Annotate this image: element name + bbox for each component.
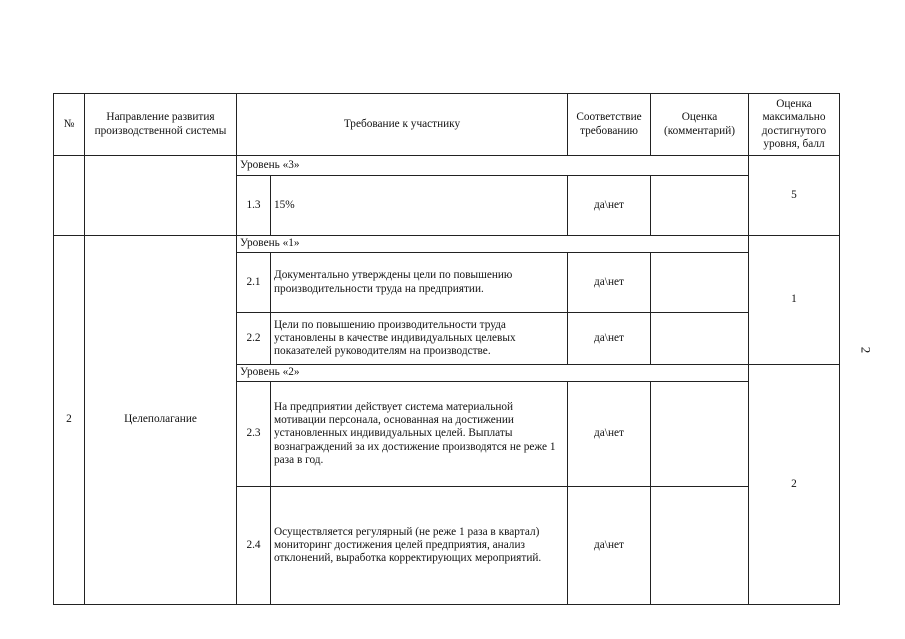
requirement-code: 2.3 — [237, 382, 271, 487]
header-max-score: Оценка максимально достигнутого уровня, балл — [749, 94, 840, 156]
assessment-cell — [651, 487, 749, 605]
requirement-text: На предприятии действует система материальной мотивации персонала, основанная на достижении установленных индивидуальных целей. Выплаты вознаграждений за их достижение производятся не реже 1 раза в год. — [271, 382, 568, 487]
level-score: 2 — [749, 365, 840, 605]
assessment-cell — [651, 382, 749, 487]
section-direction: Целеполагание — [85, 236, 237, 605]
compliance-cell: да\нет — [568, 176, 651, 236]
requirement-code: 1.3 — [237, 176, 271, 236]
requirement-code: 2.2 — [237, 313, 271, 365]
section1-direction-cell — [85, 156, 237, 236]
requirement-code: 2.4 — [237, 487, 271, 605]
section-num: 2 — [54, 236, 85, 605]
header-row — [54, 94, 840, 156]
header-num: № — [54, 94, 85, 156]
level-label: Уровень «2» — [237, 365, 749, 382]
compliance-cell: да\нет — [568, 253, 651, 313]
compliance-cell: да\нет — [568, 487, 651, 605]
level-label: Уровень «1» — [237, 236, 749, 253]
compliance-cell: да\нет — [568, 382, 651, 487]
assessment-cell — [651, 253, 749, 313]
header-requirement: Требование к участнику — [237, 94, 568, 156]
requirement-text: Документально утверждены цели по повышению производительности труда на предприятии. — [271, 253, 568, 313]
header-compliance: Соответствие требованию — [568, 94, 651, 156]
section1-num-cell — [54, 156, 85, 236]
level-row — [54, 236, 840, 253]
assessment-cell — [651, 176, 749, 236]
requirement-text: Осуществляется регулярный (не реже 1 раза в квартал) мониторинг достижения целей предприятия, анализ отклонений, выработка корректирующих мероприятий. — [271, 487, 568, 605]
level-row — [54, 156, 840, 176]
requirements-table — [53, 93, 840, 605]
header-direction: Направление развития производственной системы — [85, 94, 237, 156]
compliance-cell: да\нет — [568, 313, 651, 365]
assessment-cell — [651, 313, 749, 365]
level-score: 5 — [749, 156, 840, 236]
requirement-code: 2.1 — [237, 253, 271, 313]
requirement-text: Цели по повышению производительности труда установлены в качестве индивидуальных целевых показателей руководителям на производстве. — [271, 313, 568, 365]
level-score: 1 — [749, 236, 840, 365]
requirement-text: 15% — [271, 176, 568, 236]
level-label: Уровень «3» — [237, 156, 749, 176]
page-number: 2 — [858, 346, 874, 354]
header-assessment: Оценка (комментарий) — [651, 94, 749, 156]
